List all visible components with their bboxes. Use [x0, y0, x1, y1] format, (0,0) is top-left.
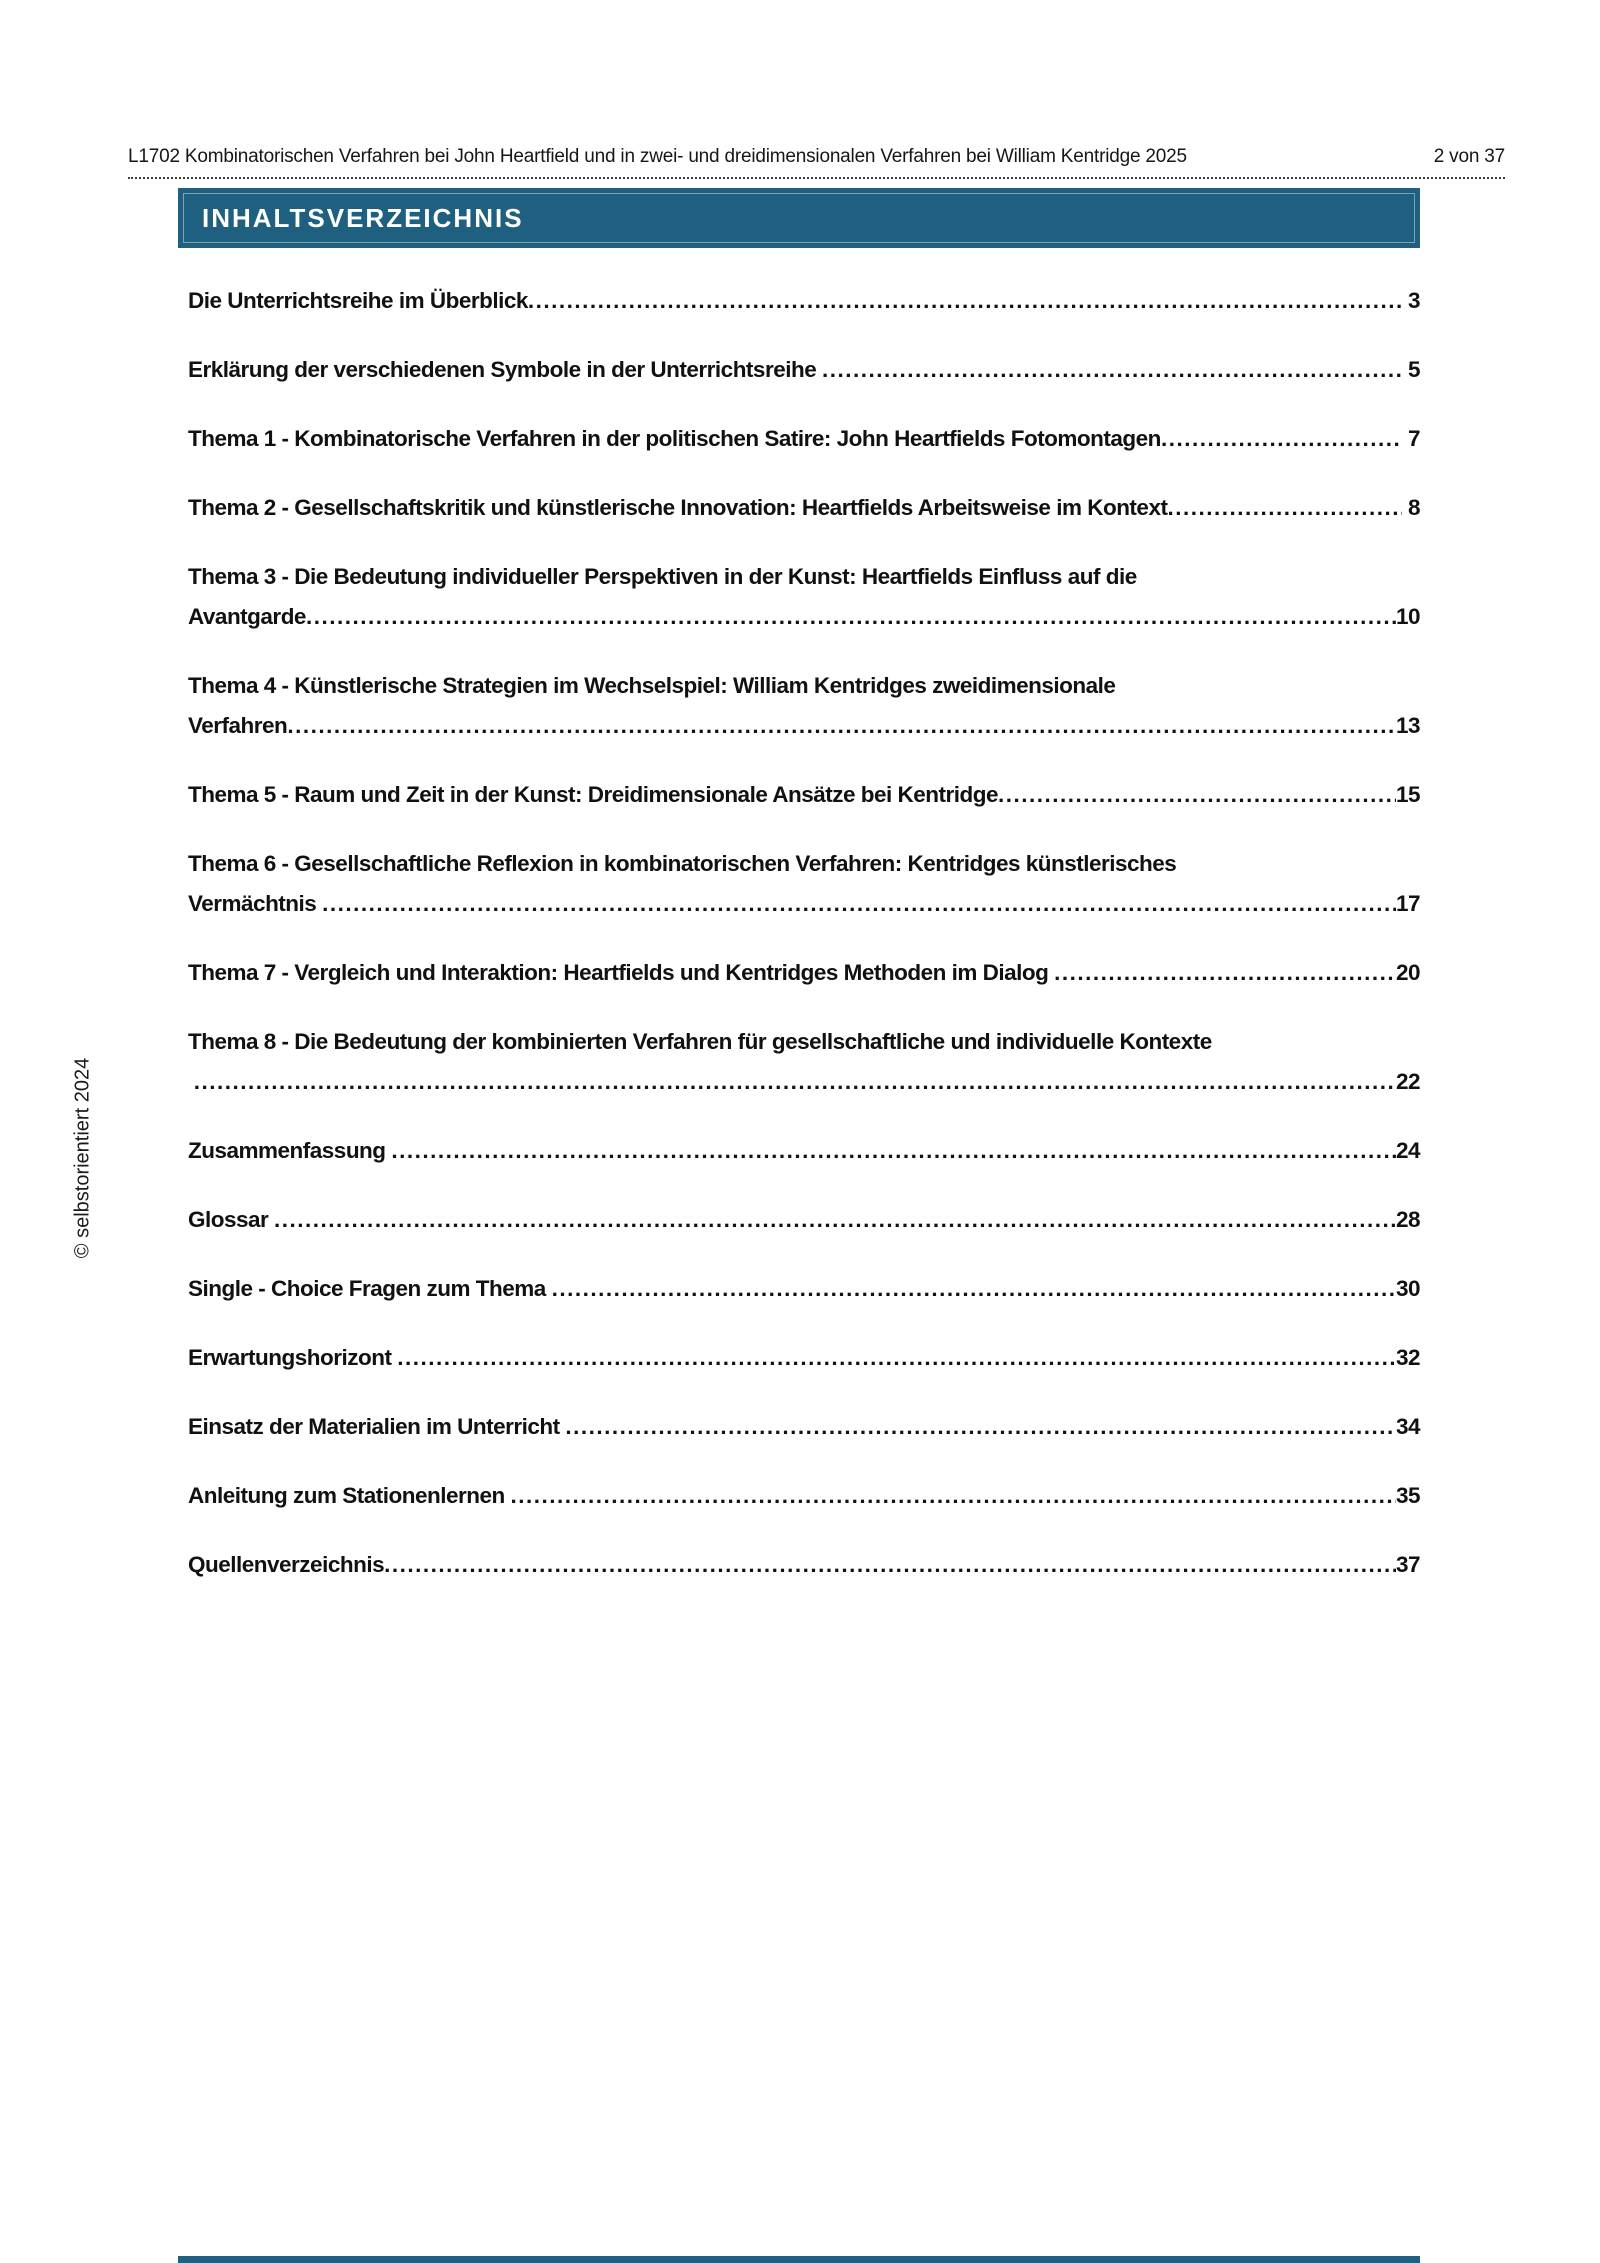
toc-entry-title: Thema 7 - Vergleich und Interaktion: Heartfields und Kentridges Methoden im Dialog — [188, 960, 1055, 985]
toc-entry-last-line — [188, 775, 1420, 815]
toc-entry-title: Erwartungshorizont — [188, 1345, 398, 1370]
page-number-indicator: 2 von 37 — [1433, 146, 1505, 167]
toc-entry — [188, 666, 1420, 746]
toc-entry-title: Thema 5 - Raum und Zeit in der Kunst: Dreidimensionale Ansätze bei Kentridge — [188, 782, 999, 807]
toc-entry-last-line — [188, 1062, 1420, 1102]
toc-entry-last-line — [188, 1476, 1420, 1516]
toc-entry-last-line — [188, 419, 1420, 459]
toc-entry-wrap-lines — [188, 666, 1420, 706]
toc-entry-last-line — [188, 953, 1420, 993]
toc-entry-last-line — [188, 1269, 1420, 1309]
toc-entry — [188, 1338, 1420, 1378]
toc-entry — [188, 350, 1420, 390]
toc-entry-last-line — [188, 350, 1420, 390]
toc-dot-leader — [391, 1131, 1396, 1171]
toc-entry-title: Glossar — [188, 1207, 275, 1232]
toc-entry-title: Thema 1 - Kombinatorische Verfahren in der politischen Satire: John Heartfields Fotomontagen — [188, 426, 1161, 451]
toc-dot-leader — [511, 1476, 1396, 1516]
toc-entry-title: Einsatz der Materialien im Unterricht — [188, 1414, 566, 1439]
toc-entry-page: 34 — [1395, 1414, 1420, 1439]
toc-entry-page: 10 — [1395, 604, 1420, 629]
toc-entry-page: 17 — [1395, 891, 1420, 916]
toc-entry-last-line — [188, 1200, 1420, 1240]
toc-entry-page: 8 — [1402, 495, 1420, 520]
toc-entry-last-line — [188, 1545, 1420, 1585]
copyright-label: © selbstorientiert 2024 — [71, 1057, 94, 1259]
toc-entry-title: Die Unterrichtsreihe im Überblick — [188, 288, 528, 313]
toc-dot-leader — [1054, 953, 1396, 993]
toc-entry-title: Erklärung der verschiedenen Symbole in der Unterrichtsreihe — [188, 357, 822, 382]
toc-entry-title: Verfahren — [188, 713, 288, 738]
toc-entry-page: 7 — [1402, 426, 1420, 451]
toc-entry-title: Anleitung zum Stationenlernen — [188, 1483, 511, 1508]
toc-entry — [188, 1476, 1420, 1516]
toc-dot-leader — [194, 1062, 1396, 1102]
copyright-sidebar — [68, 1050, 98, 1266]
toc-entry-page: 13 — [1395, 713, 1420, 738]
toc-entry-page: 5 — [1402, 357, 1420, 382]
toc-dot-leader — [274, 1200, 1396, 1240]
toc-entry-title-line: Thema 3 - Die Bedeutung individueller Perspektiven in der Kunst: Heartfields Einfluss auf die — [188, 564, 1137, 589]
toc-entry-page: 15 — [1395, 782, 1420, 807]
toc-dot-leader — [287, 706, 1396, 746]
toc-entry-page: 37 — [1395, 1552, 1420, 1577]
toc-entry-title: Thema 2 - Gesellschaftskritik und künstlerische Innovation: Heartfields Arbeitsweise im Kontext — [188, 495, 1168, 520]
toc-entry-page: 35 — [1395, 1483, 1420, 1508]
toc-entry — [188, 1022, 1420, 1102]
toc-dot-leader — [322, 884, 1396, 924]
toc-dot-leader — [998, 775, 1396, 815]
toc-entry-page: 22 — [1395, 1069, 1420, 1094]
toc-header-bar — [178, 188, 1420, 248]
toc-dot-leader — [397, 1338, 1396, 1378]
toc-entry-wrap-lines — [188, 1022, 1420, 1062]
toc-entry — [188, 775, 1420, 815]
toc-entry-title: Vermächtnis — [188, 891, 323, 916]
page-header — [128, 146, 1505, 179]
toc-entry-last-line — [188, 706, 1420, 746]
toc-entry — [188, 488, 1420, 528]
toc-entry-wrap-lines — [188, 844, 1420, 884]
toc-entry-page: 32 — [1395, 1345, 1420, 1370]
toc-entry — [188, 1131, 1420, 1171]
document-header-title: L1702 Kombinatorischen Verfahren bei John Heartfield und in zwei- und dreidimensionalen Verfahren bei William Kentridge 2025 — [128, 146, 1187, 167]
toc-entry-title: Zusammenfassung — [188, 1138, 392, 1163]
toc-entry — [188, 1200, 1420, 1240]
toc-entry-page: 24 — [1395, 1138, 1420, 1163]
toc-entry — [188, 419, 1420, 459]
toc-entry-title: Single - Choice Fragen zum Thema — [188, 1276, 552, 1301]
toc-entry-last-line — [188, 1338, 1420, 1378]
toc-entry-last-line — [188, 1131, 1420, 1171]
toc-list — [188, 281, 1420, 1614]
toc-entry — [188, 281, 1420, 321]
toc-entry-page: 20 — [1395, 960, 1420, 985]
toc-entry-last-line — [188, 281, 1420, 321]
toc-entry-title: Quellenverzeichnis — [188, 1552, 385, 1577]
toc-dot-leader — [822, 350, 1402, 390]
toc-dot-leader — [384, 1545, 1396, 1585]
toc-entry-last-line — [188, 884, 1420, 924]
toc-dot-leader — [1167, 488, 1402, 528]
toc-dot-leader — [306, 597, 1396, 637]
toc-entry-title-line: Thema 8 - Die Bedeutung der kombinierten Verfahren für gesellschaftliche und individuelle Kontexte — [188, 1029, 1212, 1054]
toc-dot-leader — [565, 1407, 1396, 1447]
toc-dot-leader — [552, 1269, 1396, 1309]
toc-entry-wrap-lines — [188, 557, 1420, 597]
toc-entry-title: Avantgarde — [188, 604, 306, 629]
toc-entry-last-line — [188, 488, 1420, 528]
next-page-header-bar-sliver — [178, 2256, 1420, 2263]
toc-entry — [188, 1545, 1420, 1585]
toc-dot-leader — [528, 281, 1402, 321]
toc-entry — [188, 1407, 1420, 1447]
toc-entry-page: 3 — [1402, 288, 1420, 313]
toc-entry — [188, 1269, 1420, 1309]
toc-entry-last-line — [188, 597, 1420, 637]
toc-entry-page: 30 — [1395, 1276, 1420, 1301]
toc-entry — [188, 557, 1420, 637]
toc-entry — [188, 844, 1420, 924]
toc-entry — [188, 953, 1420, 993]
toc-entry-last-line — [188, 1407, 1420, 1447]
toc-header-bar-label: INHALTSVERZEICHNIS — [202, 202, 524, 233]
toc-dot-leader — [1161, 419, 1402, 459]
toc-entry-title-line: Thema 6 - Gesellschaftliche Reflexion in kombinatorischen Verfahren: Kentridges künstlerisches — [188, 851, 1177, 876]
toc-entry-title-line: Thema 4 - Künstlerische Strategien im Wechselspiel: William Kentridges zweidimensionale — [188, 673, 1116, 698]
toc-entry-page: 28 — [1395, 1207, 1420, 1232]
